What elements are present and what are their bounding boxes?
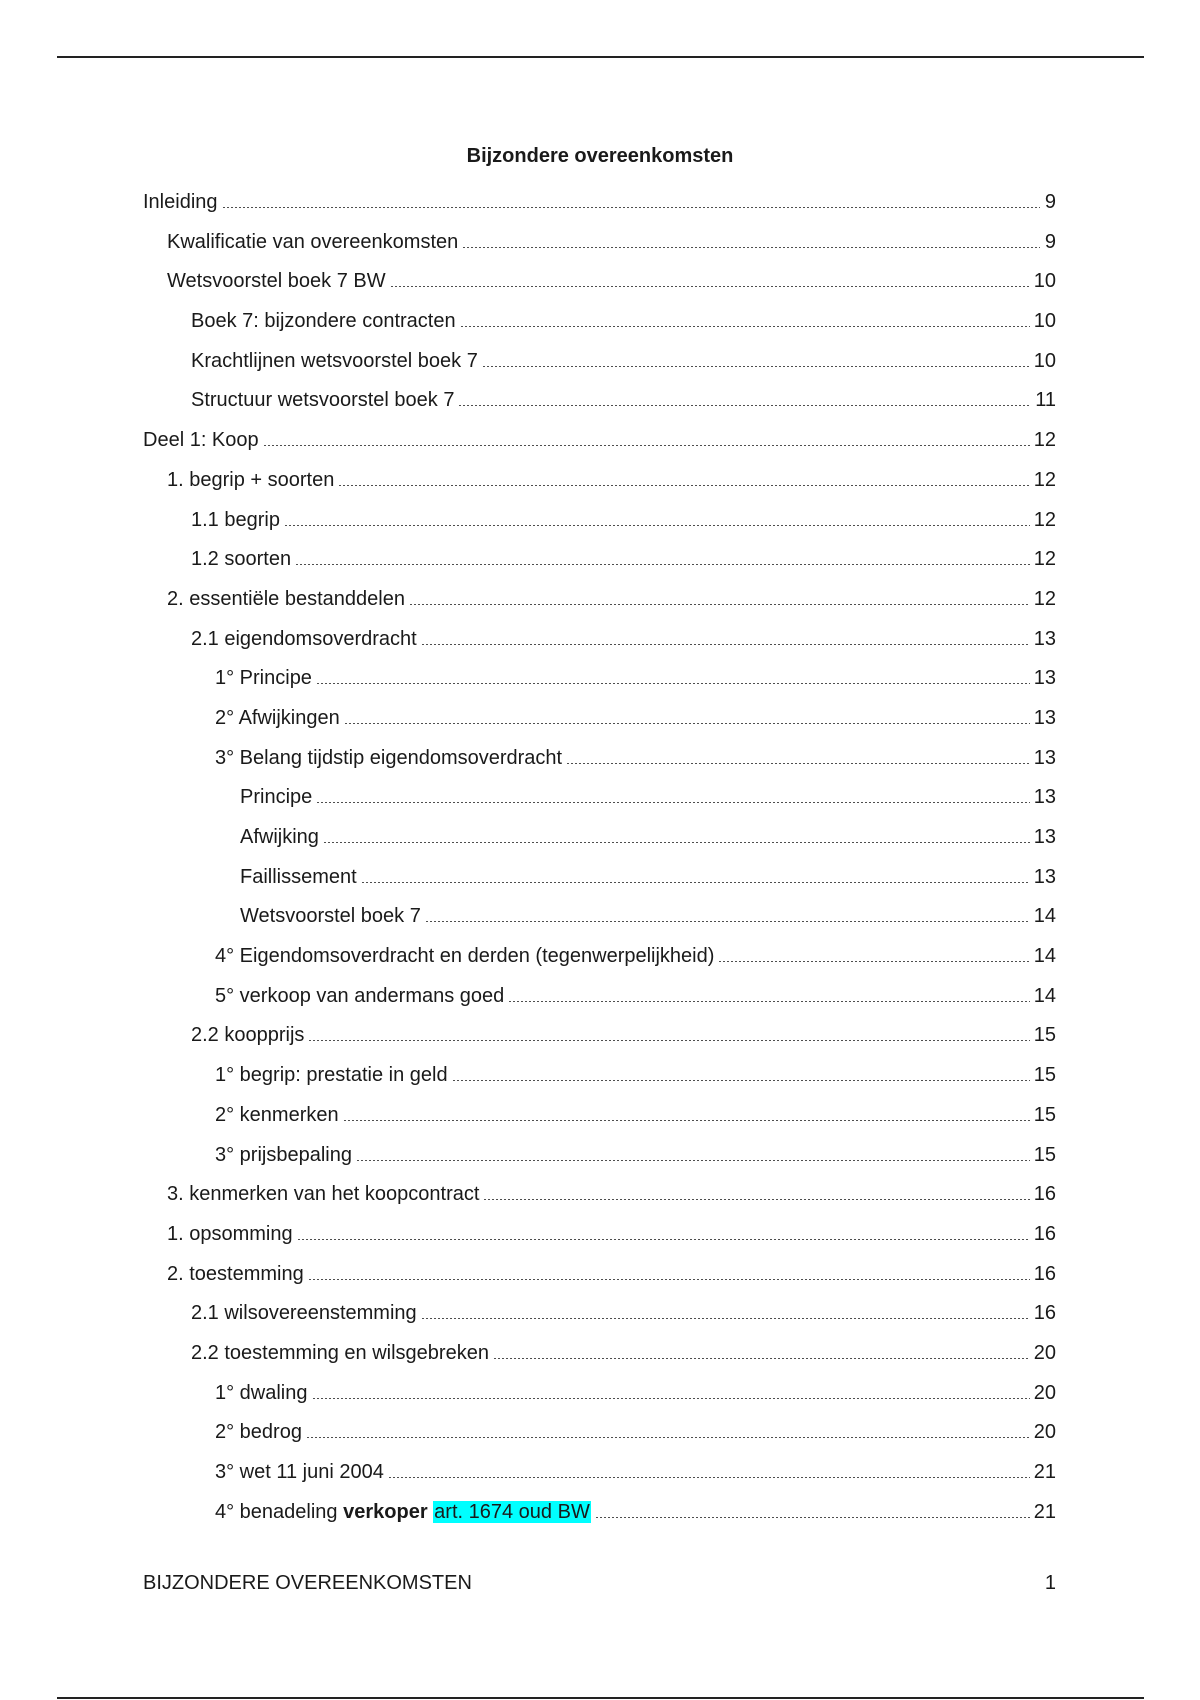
toc-entry-title: Kwalificatie van overeenkomsten <box>167 230 459 253</box>
toc-entry-page: 13 <box>1033 786 1056 809</box>
toc-entry-title: 1. opsomming <box>167 1222 293 1245</box>
toc-entry[interactable] <box>143 1299 1056 1339</box>
toc-entry[interactable] <box>143 704 1056 744</box>
toc-entry-title: Afwijking <box>240 826 319 848</box>
toc-entry[interactable] <box>143 347 1056 387</box>
dot-leader <box>222 188 1040 208</box>
toc-entry-title: 1. begrip + soorten <box>167 468 335 491</box>
toc-entry[interactable] <box>143 863 1056 903</box>
toc-entry[interactable] <box>143 1061 1056 1101</box>
toc-entry[interactable] <box>143 585 1056 625</box>
toc-entry-page: 10 <box>1033 270 1056 293</box>
toc-entry[interactable] <box>143 1141 1056 1181</box>
toc-entry-title-prefix: 4° benadeling <box>215 1500 344 1523</box>
toc-entry-page: 13 <box>1033 667 1056 690</box>
toc-entry-title: 1° Principe <box>215 667 312 690</box>
toc-entry-title: 5° verkoop van andermans goed <box>215 984 505 1007</box>
toc-entry[interactable] <box>143 545 1056 585</box>
toc-entry-page: 16 <box>1033 1222 1056 1245</box>
toc-entry-title-bold: verkoper <box>343 1500 428 1523</box>
toc-entry-page: 14 <box>1033 984 1056 1007</box>
toc-entry-title: Deel 1: Koop <box>143 429 259 452</box>
dot-leader <box>493 1339 1030 1359</box>
toc-entry-page: 12 <box>1033 587 1056 610</box>
dot-leader <box>356 1141 1030 1161</box>
toc-entry[interactable] <box>143 1498 1056 1538</box>
dot-leader <box>458 386 1031 406</box>
toc-entry-page: 12 <box>1033 429 1056 452</box>
toc-entry[interactable] <box>143 1021 1056 1061</box>
toc-entry-page: 15 <box>1033 1024 1056 1047</box>
toc-entry[interactable] <box>143 1220 1056 1260</box>
toc-entry[interactable] <box>143 664 1056 704</box>
dot-leader <box>595 1498 1030 1518</box>
footer-page-number: 1 <box>1044 1572 1056 1594</box>
footer-title: BIJZONDERE OVEREENKOMSTEN <box>143 1572 472 1594</box>
toc-entry-title: Principe <box>240 786 313 809</box>
toc-entry-page: 9 <box>1044 191 1056 213</box>
toc-entry-page: 12 <box>1033 508 1056 531</box>
toc-entry-title: 3° wet 11 juni 2004 <box>215 1461 384 1483</box>
toc-entry[interactable] <box>143 1260 1056 1300</box>
toc-entry[interactable] <box>143 1339 1056 1379</box>
toc-entry-page: 13 <box>1033 826 1056 848</box>
toc-entry-title: 3° Belang tijdstip eigendomsoverdracht <box>215 746 563 769</box>
header-rule <box>57 56 1144 58</box>
toc-entry[interactable] <box>143 307 1056 347</box>
toc-entry-title: 1° dwaling <box>215 1381 308 1404</box>
toc-entry[interactable] <box>143 744 1056 784</box>
toc-entry-title: 4° Eigendomsoverdracht en derden (tegenwerpelijkheid) <box>215 945 715 968</box>
toc-entry-title: 1° begrip: prestatie in geld <box>215 1064 448 1087</box>
toc-entry[interactable] <box>143 823 1056 863</box>
dot-leader <box>308 1260 1030 1280</box>
toc-entry[interactable] <box>143 386 1056 426</box>
toc-entry-title: Wetsvoorstel boek 7 <box>240 905 421 928</box>
toc-entry-page: 14 <box>1033 945 1056 968</box>
toc-entry-page: 10 <box>1033 349 1056 372</box>
toc-entry-title: 3. kenmerken van het koopcontract <box>167 1183 480 1206</box>
toc-entry[interactable] <box>143 426 1056 466</box>
toc-entry[interactable] <box>143 1379 1056 1419</box>
toc-entry-page: 20 <box>1033 1421 1056 1444</box>
dot-leader <box>312 1379 1030 1399</box>
toc-entry-page: 20 <box>1033 1381 1056 1404</box>
footer-rule <box>57 1697 1144 1699</box>
dot-leader <box>361 863 1030 883</box>
dot-leader <box>338 466 1029 486</box>
toc-entry-title <box>215 1498 591 1526</box>
toc-entry-page: 16 <box>1033 1183 1056 1206</box>
toc-entry-title: 2. essentiële bestanddelen <box>167 587 405 610</box>
toc-entry-page: 15 <box>1033 1143 1056 1166</box>
toc-entry-title: 2.2 koopprijs <box>191 1024 305 1047</box>
dot-leader <box>316 783 1029 803</box>
dot-leader <box>718 942 1029 962</box>
toc-entry-page: 11 <box>1035 389 1056 412</box>
toc-entry[interactable] <box>143 783 1056 823</box>
toc-entry[interactable] <box>143 1180 1056 1220</box>
toc-entry-page: 9 <box>1044 230 1056 253</box>
dot-leader <box>425 902 1030 922</box>
toc-entry-title: Faillissement <box>240 865 357 888</box>
toc-entry[interactable] <box>143 982 1056 1022</box>
toc-entry-title: 1.2 soorten <box>191 548 292 571</box>
dot-leader <box>421 1299 1030 1319</box>
toc-entry[interactable] <box>143 625 1056 665</box>
toc-entry[interactable] <box>143 1458 1056 1498</box>
toc-entry[interactable] <box>143 942 1056 982</box>
dot-leader <box>323 823 1030 843</box>
toc-entry-title: Structuur wetsvoorstel boek 7 <box>191 389 455 412</box>
toc-entry-page: 12 <box>1033 468 1056 491</box>
dot-leader <box>297 1220 1030 1240</box>
toc-entry-title: 1.1 begrip <box>191 508 280 531</box>
toc-entry-page: 15 <box>1033 1064 1056 1087</box>
dot-leader <box>462 228 1040 248</box>
dot-leader <box>460 307 1030 327</box>
dot-leader <box>452 1061 1030 1081</box>
toc-entry-title: 2° Afwijkingen <box>215 706 340 729</box>
dot-leader <box>284 506 1030 526</box>
toc-entry-page: 12 <box>1033 548 1056 571</box>
toc-entry-page: 21 <box>1033 1461 1056 1483</box>
dot-leader <box>263 426 1030 446</box>
dot-leader <box>308 1021 1029 1041</box>
toc-entry-page: 13 <box>1033 865 1056 888</box>
dot-leader <box>316 664 1030 684</box>
toc-entry-title: Boek 7: bijzondere contracten <box>191 310 456 333</box>
toc-entry-page: 13 <box>1033 627 1056 650</box>
toc-entry-title: 3° prijsbepaling <box>215 1143 352 1166</box>
toc-entry-page: 20 <box>1033 1341 1056 1364</box>
dot-leader <box>483 1180 1029 1200</box>
dot-leader <box>343 1101 1030 1121</box>
toc-entry[interactable] <box>143 267 1056 307</box>
toc-entry-page: 10 <box>1033 310 1056 333</box>
toc-entry-title: Inleiding <box>143 191 218 213</box>
dot-leader <box>566 744 1030 764</box>
toc-entry-title: 2.1 eigendomsoverdracht <box>191 627 417 650</box>
toc-entry-title: 2. toestemming <box>167 1262 304 1285</box>
toc-entry-page: 14 <box>1033 905 1056 928</box>
toc-entry-title: 2° bedrog <box>215 1421 302 1444</box>
toc-entry[interactable] <box>143 1101 1056 1141</box>
toc-entry-page: 13 <box>1033 746 1056 769</box>
dot-leader <box>306 1418 1030 1438</box>
toc-entry-title: 2° kenmerken <box>215 1103 339 1126</box>
dot-leader <box>390 267 1030 287</box>
dot-leader <box>344 704 1030 724</box>
document-title: Bijzondere overeenkomsten <box>466 145 734 167</box>
toc-entry[interactable] <box>143 506 1056 546</box>
toc-entry-page: 13 <box>1033 706 1056 729</box>
toc-entry-page: 21 <box>1033 1500 1056 1523</box>
toc-entry-page: 15 <box>1033 1103 1056 1126</box>
dot-leader <box>388 1458 1030 1478</box>
dot-leader <box>482 347 1030 367</box>
dot-leader <box>508 982 1029 1002</box>
toc-entry-page: 16 <box>1033 1262 1056 1285</box>
toc-entry[interactable] <box>143 466 1056 506</box>
toc-entry[interactable] <box>143 1418 1056 1458</box>
toc-entry[interactable] <box>143 902 1056 942</box>
toc-entry-title: 2.1 wilsovereenstemming <box>191 1302 417 1325</box>
toc-entry[interactable] <box>143 228 1056 268</box>
toc-entry-title: Wetsvoorstel boek 7 BW <box>167 270 386 293</box>
page-footer <box>143 1572 1056 1595</box>
toc-entry-title: Krachtlijnen wetsvoorstel boek 7 <box>191 349 478 372</box>
dot-leader <box>421 625 1030 645</box>
table-of-contents <box>143 188 1056 1537</box>
dot-leader <box>409 585 1030 605</box>
toc-entry-title: 2.2 toestemming en wilsgebreken <box>191 1341 489 1364</box>
toc-entry-page: 16 <box>1033 1302 1056 1325</box>
dot-leader <box>295 545 1030 565</box>
toc-entry-title-highlight: art. 1674 oud BW <box>434 1500 590 1523</box>
toc-entry[interactable] <box>143 188 1056 228</box>
